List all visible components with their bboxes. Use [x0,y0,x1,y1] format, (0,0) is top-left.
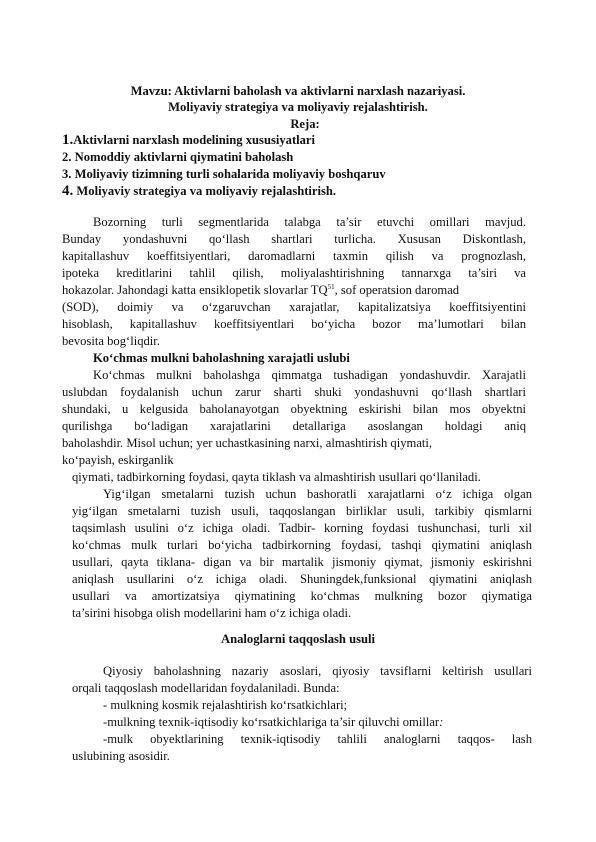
para2-line: qurilishga bo‘ladigan xarajatlarini detallariga asoslangan holdagi aniq [62,419,526,433]
para3-line: usullari, qayta tiklana- digan va bir martalik jismoniy qiymat, jismoniy eskirishni [72,555,532,569]
plan-item-3 [62,166,386,182]
para1-line: Bozorning turli segmentlarida talabga ta’sir etuvchi omillari mavjud. [93,215,526,229]
para4-line4-text: -mulkning texnik-iqtisodiy ko‘rsatkichlariga ta’sir qiluvchi omillar [103,715,440,729]
para1-line: bevosita bog‘liqdir. [62,334,160,348]
plan-item-number: 3. [62,167,72,181]
plan-item-number: 2. [62,150,72,164]
para3-line: qiymati, tadbirkorning foydasi, qayta tiklash va almashtirish usullari qo‘llaniladi. [72,470,481,484]
plan-item-number: 4. [62,183,74,199]
plan-item-text: Moliyaviy strategiya va moliyaviy rejalashtirish. [73,184,337,198]
para4-line [103,714,443,730]
para3-line: ko‘chmas mulk turlari bo‘yicha tadbirkorning foydasi, tashqi qiymatini aniqlash [72,538,532,552]
para2-line: Ko‘chmas mulkni baholashga qimmatga tushadigan yondashuvdir. Xarajatli [93,368,526,382]
para3-line: yig‘ilgan smetalarni tuzish usuli, taqqoslangan birliklar usuli, tarkibiy qismlarni [72,504,532,518]
para1-line5-tail: , sof operatsion daromad [334,283,460,297]
plan-item-1 [62,132,315,148]
section-title-cost-approach: Ko‘chmas mulkni baholashning xarajatli uslubi [93,351,350,365]
para3-line: usullari va amortizatsiya qiymatining ko‘chmas mulkning bozor qiymatiga [72,589,532,603]
plan-item-text: Nomoddiy aktivlarni qiymatini baholash [71,150,294,164]
para3-line: Yig‘ilgan smetalarni tuzish uchun bashoratli xarajatlarni o‘z ichiga olgan [103,487,532,501]
para1-line [62,282,459,298]
para1-line5-text: hokazolar. Jahondagi katta ensiklopetik slovarlar TQ [62,283,328,297]
section-title-comparison: Analoglarni taqqoslash usuli [221,632,375,646]
para1-line: Bunday yondashuvni qo‘llash shartlari turlicha. Xususan Diskontlash, [62,232,526,246]
title-line-2: Moliyaviy strategiya va moliyaviy rejalashtirish. [168,100,428,114]
para3-line: ta’sirini hisobga olish modellarini ham o‘z ichiga oladi. [72,606,352,620]
para1-line: hisoblash, kapitallashuv koeffitsiyentlari bo‘yicha bozor ma’lumotlari bilan [62,317,526,331]
para1-line: (SOD), doimiy va o‘zgaruvchan xarajatlar, kapitalizatsiya koeffitsiyentini [62,300,526,314]
para2-line: baholashdir. Misol uchun; yer uchastkasining narxi, almashtirish qiymati, [62,436,433,450]
footnote-ref: 51 [327,282,335,291]
plan-item-text: Moliyaviy tizimning turli sohalarida moliyaviy boshqaruv [71,167,386,181]
para2-line: ko‘payish, eskirganlik [62,453,174,467]
para1-line: ipoteka kreditlarini tahlil qilish, moliyalashtirishning tannarxga ta’siri va [62,266,526,280]
para3-line: taqsimlash usulini o‘z ichiga oladi. Tadbir- korning foydasi tushunchasi, turli xil [72,521,532,535]
plan-label: Reja: [290,117,320,131]
para1-line: kapitallashuv koeffitsiyentlari, daromadlarni taxmin qilish va prognozlash, [62,249,526,263]
para2-line: uslubdan foydalanish uchun zarur sharti shuki yondashuvni qo‘llash shartlari [62,385,526,399]
para4-line: -mulk obyektlarining texnik-iqtisodiy tahlili analoglarni taqqos- lash [103,732,532,746]
para2-line: shundaki, u kelgusida baholanayotgan obyektning eskirishi bilan mos obyektni [62,402,526,416]
para4-line: orqali taqqoslash modellaridan foydalaniladi. Bunda: [72,681,340,695]
title-line-1: Mavzu: Aktivlarni baholash va aktivlarni narxlash nazariyasi. [130,84,466,98]
para4-line: uslubining asosidir. [72,749,170,763]
plan-item-text: Aktivlarni narxlash modelining xususiyatlari [73,133,316,147]
para4-line: Qiyosiy baholashning nazariy asoslari, qiyosiy tavsiflarni keltirish usullari [103,664,532,678]
para4-line4-tail: : [439,715,444,729]
plan-item-2 [62,149,293,165]
plan-item-4 [62,183,336,199]
plan-item-number: 1. [62,132,74,148]
para3-line: aniqlash usullarini o‘z ichiga oladi. Shuningdek,funksional qiymatini aniqlash [72,572,532,586]
para4-line: - mulkning kosmik rejalashtirish ko‘rsatkichlari; [103,698,348,712]
